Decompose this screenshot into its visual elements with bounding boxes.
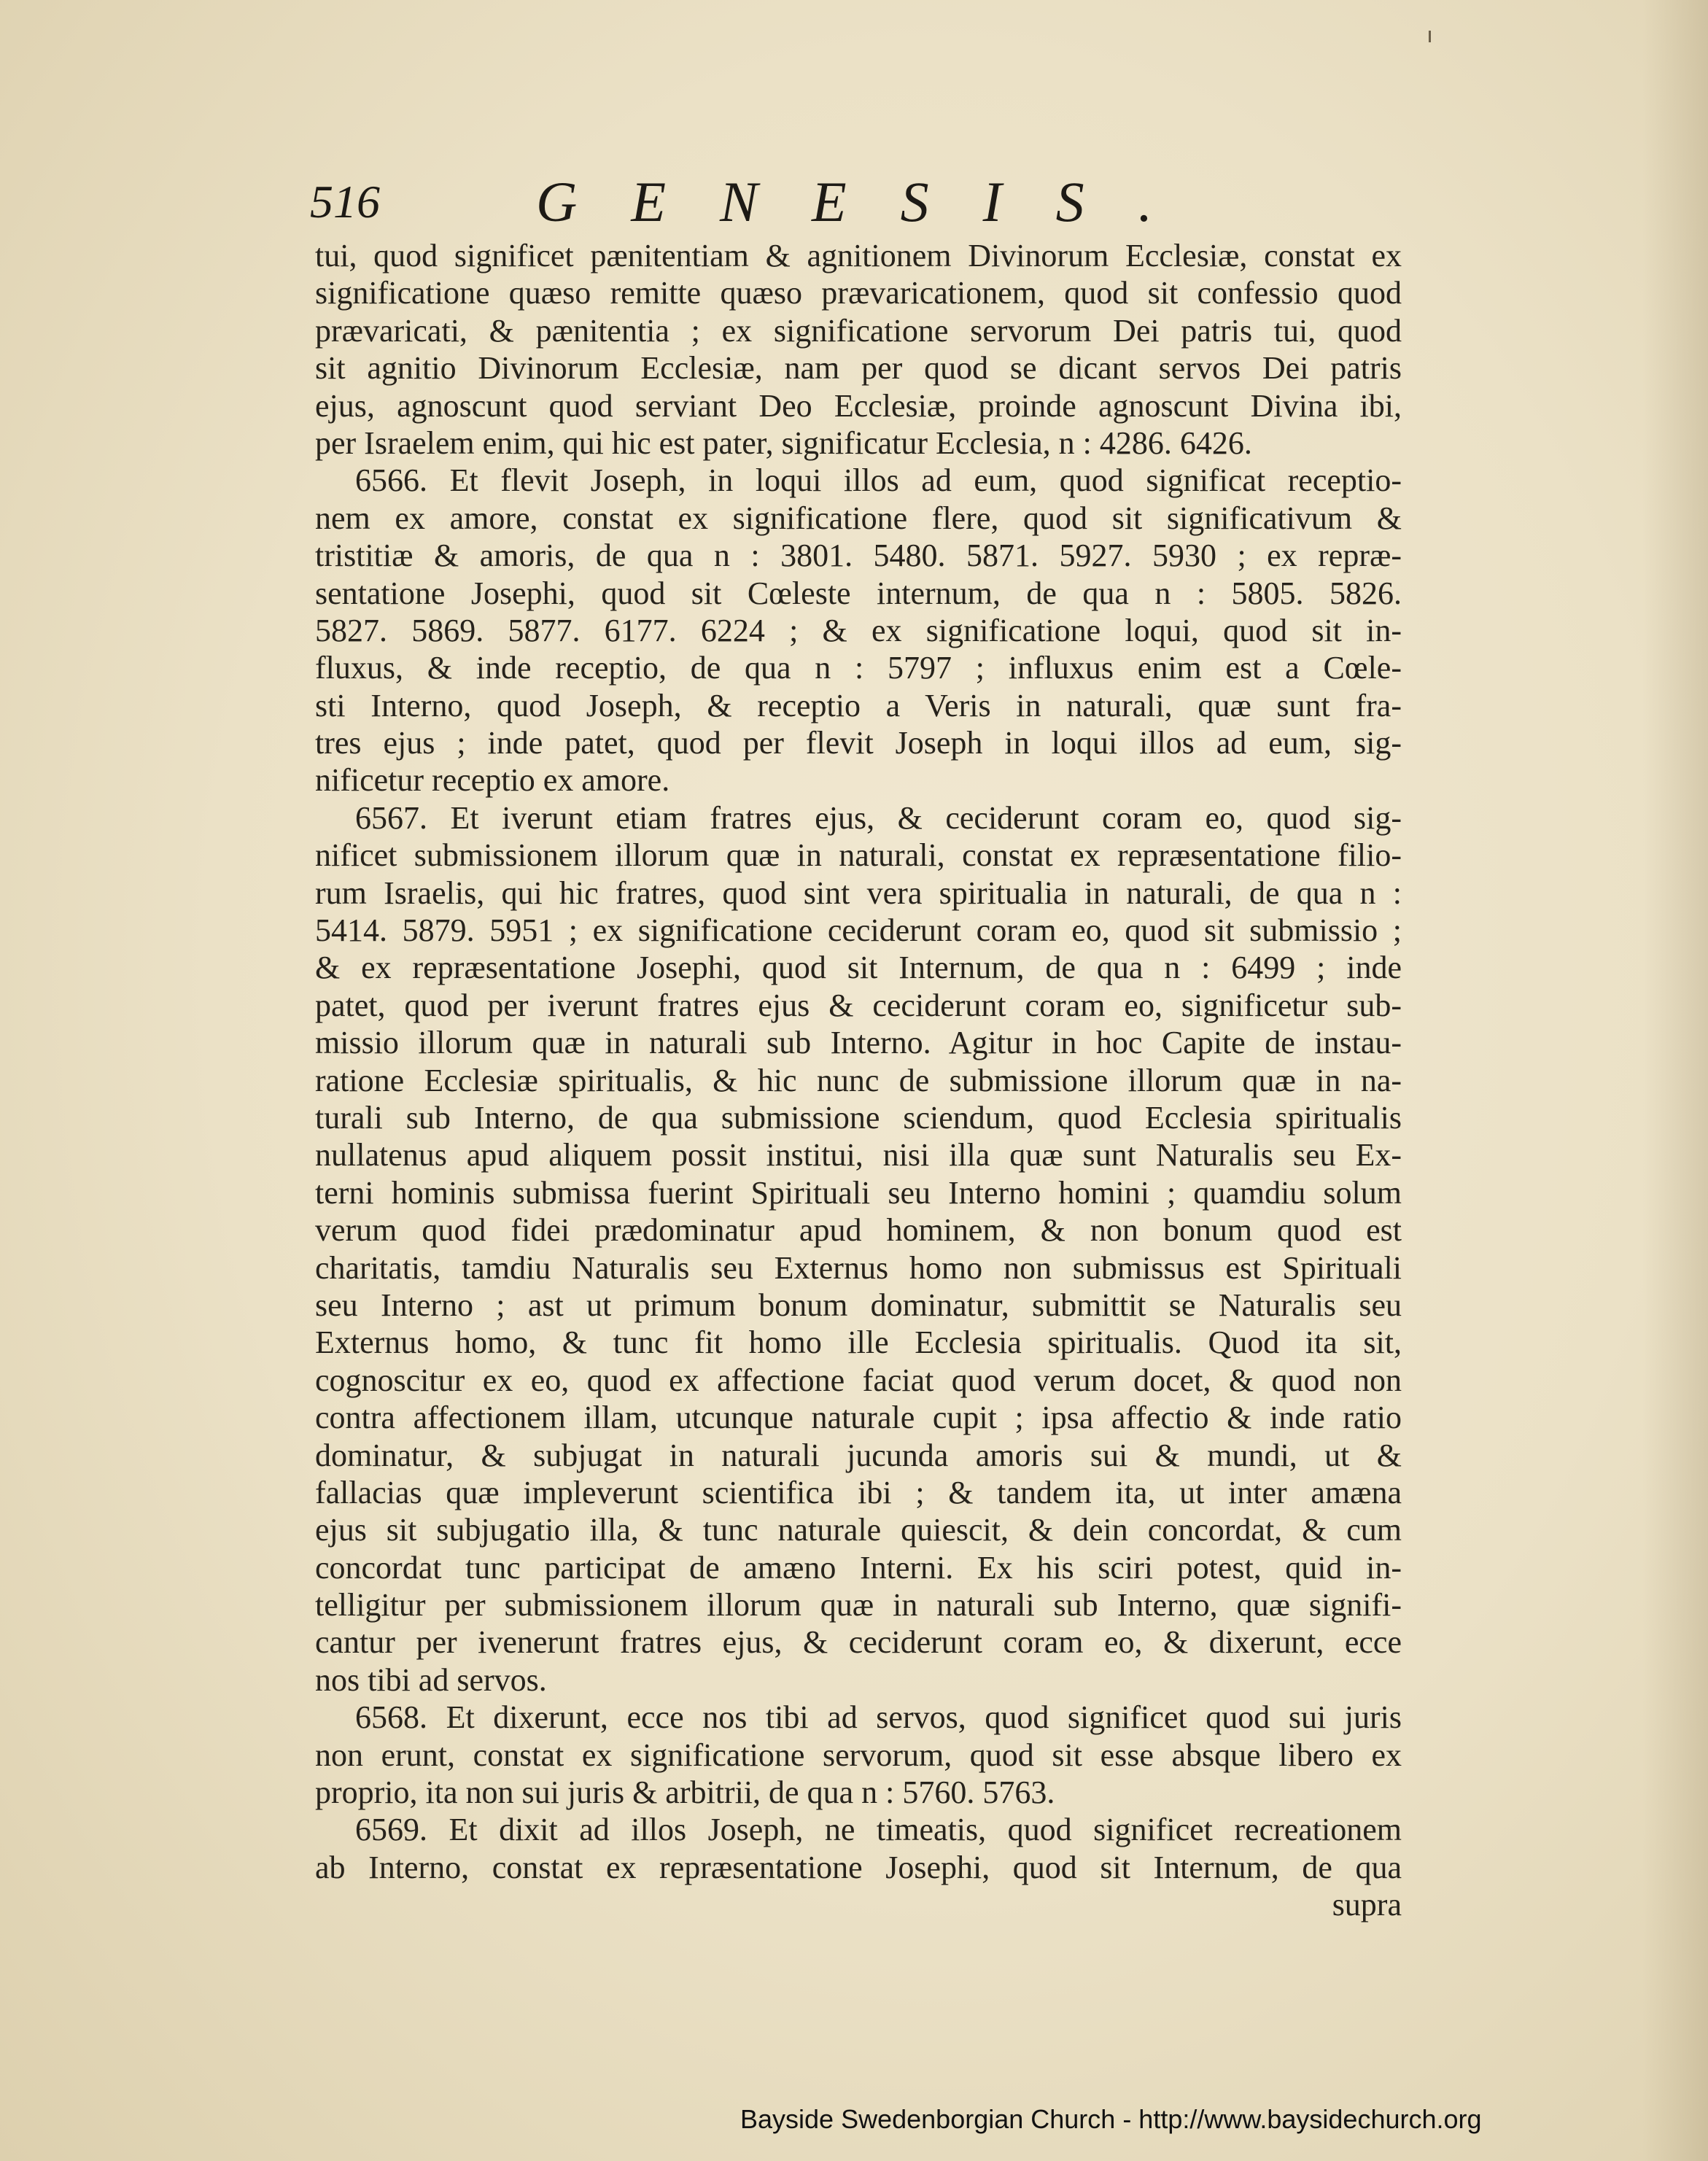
text-line: Externus homo, & tunc fit homo ille Ecclesia spiritualis. Quod ita sit, xyxy=(315,1324,1402,1361)
paragraph-start-6569: 6569. Et dixit ad illos Joseph, ne timeatis, quod significet recreationem xyxy=(355,1812,1402,1848)
text-line: verum quod fidei prædominatur apud hominem, & non bonum quod est xyxy=(315,1212,1402,1249)
paragraph-start-6566: 6566. Et flevit Joseph, in loqui illos ad eum, quod significat receptio- xyxy=(355,462,1402,499)
text-line: nullatenus apud aliquem possit institui, nisi illa quæ sunt Naturalis seu Ex- xyxy=(315,1137,1402,1173)
text-line: nificetur receptio ex amore. xyxy=(315,762,670,799)
text-line: per Israelem enim, qui hic est pater, significatur Ecclesia, n : 4286. 6426. xyxy=(315,424,1252,461)
text-line: concordat tunc participat de amæno Interni. Ex his sciri potest, quid in- xyxy=(315,1549,1402,1586)
text-line: contra affectionem illam, utcunque naturale cupit ; ipsa affectio & inde ratio xyxy=(315,1400,1402,1436)
text-line: proprio, ita non sui juris & arbitrii, de qua n : 5760. 5763. xyxy=(315,1774,1055,1811)
text-line: nem ex amore, constat ex significatione flere, quod sit significativum & xyxy=(315,500,1402,536)
text-line: cantur per ivenerunt fratres ejus, & ceciderunt coram eo, & dixerunt, ecce xyxy=(315,1624,1402,1661)
text-line: turali sub Interno, de qua submissione sciendum, quod Ecclesia spiritualis xyxy=(315,1099,1402,1136)
text-line: 5414. 5879. 5951 ; ex significatione ceciderunt coram eo, quod sit submissio ; xyxy=(315,912,1402,949)
text-line: ejus sit subjugatio illa, & tunc naturale quiescit, & dein concordat, & cum xyxy=(315,1512,1402,1548)
text-line: telligitur per submissionem illorum quæ in naturali sub Interno, quæ signifi- xyxy=(315,1587,1402,1623)
text-line: cognoscitur ex eo, quod ex affectione faciat quod verum docet, & quod non xyxy=(315,1362,1402,1398)
text-line: fluxus, & inde receptio, de qua n : 5797 ; influxus enim est a Cœle- xyxy=(315,650,1402,686)
text-line: terni hominis submissa fuerint Spirituali seu Interno homini ; quamdiu solum xyxy=(315,1174,1402,1211)
paragraph-start-6568: 6568. Et dixerunt, ecce nos tibi ad servos, quod significet quod sui juris xyxy=(355,1699,1402,1736)
text-line: non erunt, constat ex significatione servorum, quod sit esse absque libero ex xyxy=(315,1737,1402,1773)
text-line: missio illorum quæ in naturali sub Interno. Agitur in hoc Capite de instau- xyxy=(315,1025,1402,1061)
text-line: nificet submissionem illorum quæ in naturali, constat ex repræsentatione filio- xyxy=(315,837,1402,874)
catchword: supra xyxy=(1332,1887,1402,1923)
text-line: rum Israelis, qui hic fratres, quod sint vera spiritualia in naturali, de qua n : xyxy=(315,874,1402,911)
text-line: patet, quod per iverunt fratres ejus & ceciderunt coram eo, significetur sub- xyxy=(315,987,1402,1023)
text-line: sit agnitio Divinorum Ecclesiæ, nam per quod se dicant servos Dei patris xyxy=(315,350,1402,387)
page-edge-shadow xyxy=(1642,0,1708,2161)
text-line: tui, quod significet pænitentiam & agnitionem Divinorum Ecclesiæ, constat ex xyxy=(315,238,1402,273)
text-line: ejus, agnoscunt quod serviant Deo Ecclesiæ, proinde agnoscunt Divina ibi, xyxy=(315,387,1402,424)
text-line: dominatur, & subjugat in naturali jucunda amoris sui & mundi, ut & xyxy=(315,1437,1402,1473)
text-line: ab Interno, constat ex repræsentatione Josephi, quod sit Internum, de qua xyxy=(315,1849,1402,1885)
text-line: prævaricati, & pænitentia ; ex significatione servorum Dei patris tui, quod xyxy=(315,312,1402,349)
page-edge-mark xyxy=(1429,31,1431,42)
body-text xyxy=(315,237,1402,1924)
running-title: GENESIS. xyxy=(536,170,1207,233)
text-line: ratione Ecclesiæ spiritualis, & hic nunc de submissione illorum quæ in na- xyxy=(315,1062,1402,1098)
text-line: & ex repræsentatione Josephi, quod sit Internum, de qua n : 6499 ; inde xyxy=(315,950,1402,986)
text-line: sti Interno, quod Joseph, & receptio a Veris in naturali, quæ sunt fra- xyxy=(315,687,1402,723)
text-line: fallacias quæ impleverunt scientifica ibi ; & tandem ita, ut inter amæna xyxy=(315,1474,1402,1510)
text-line: charitatis, tamdiu Naturalis seu Externus homo non submissus est Spirituali xyxy=(315,1249,1402,1286)
text-line: significatione quæso remitte quæso prævaricationem, quod sit confessio quod xyxy=(315,275,1402,311)
page-header xyxy=(310,169,1251,235)
text-line: tres ejus ; inde patet, quod per flevit Joseph in loqui illos ad eum, sig- xyxy=(315,725,1402,761)
page-number: 516 xyxy=(310,176,380,228)
source-credit: Bayside Swedenborgian Church - http://www.baysidechurch.org xyxy=(740,2104,1482,2134)
text-line: sentatione Josephi, quod sit Cœleste internum, de qua n : 5805. 5826. xyxy=(315,575,1402,611)
text-line: nos tibi ad servos. xyxy=(315,1661,547,1698)
text-line: 5827. 5869. 5877. 6177. 6224 ; & ex significatione loqui, quod sit in- xyxy=(315,612,1402,648)
paragraph-start-6567: 6567. Et iverunt etiam fratres ejus, & ceciderunt coram eo, quod sig- xyxy=(355,799,1402,836)
text-line: tristitiæ & amoris, de qua n : 3801. 5480. 5871. 5927. 5930 ; ex repræ- xyxy=(315,538,1402,574)
text-line: seu Interno ; ast ut primum bonum dominatur, submittit se Naturalis seu xyxy=(315,1287,1402,1323)
